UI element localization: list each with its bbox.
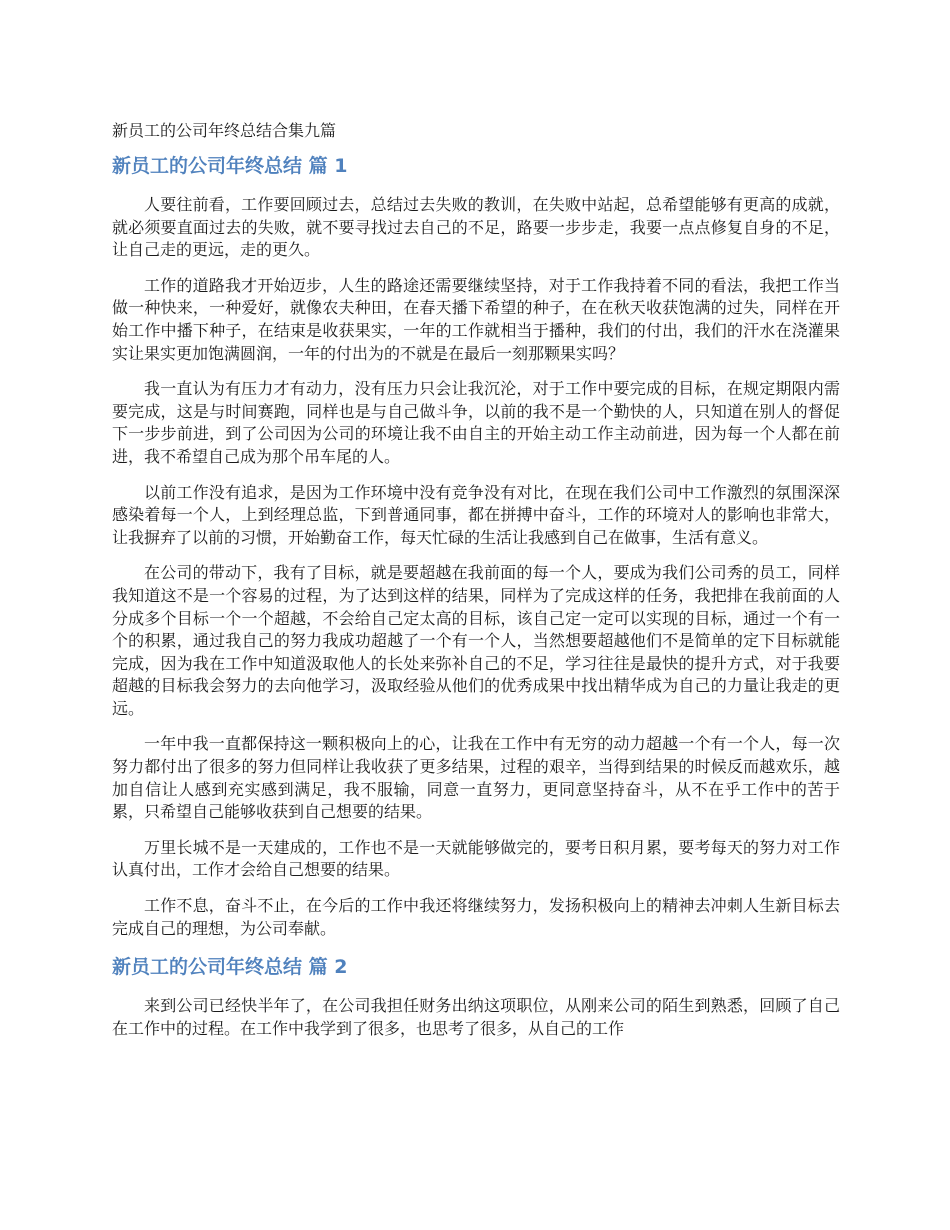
section-heading: 新员工的公司年终总结 篇 2 <box>112 956 348 979</box>
section-2 <box>112 953 840 1040</box>
section-1 <box>112 152 840 940</box>
paragraph: 一年中我一直都保持这一颗积极向上的心，让我在工作中有无穷的动力超越一个有一个人，每一次努力都付出了很多的努力但同样让我收获了更多结果，过程的艰辛，当得到结果的时候反而越欢乐，越加自信让人感到充实感到满足，我不服输，同意一直努力，更同意坚持奋斗，从不在乎工作中的苦于累，只希望自己能够收获到自己想要的结果。 <box>112 734 840 822</box>
paragraph: 以前工作没有追求，是因为工作环境中没有竞争没有对比，在现在我们公司中工作激烈的氛围深深感染着每一个人，上到经理总监，下到普通同事，都在拼搏中奋斗，工作的环境对人的影响也非常大，让我摒弃了以前的习惯，开始勤奋工作，每天忙碌的生活让我感到自己在做事，生活有意义。 <box>112 482 840 547</box>
paragraph: 来到公司已经快半年了，在公司我担任财务出纳这项职位，从刚来公司的陌生到熟悉，回顾了自己在工作中的过程。在工作中我学到了很多，也思考了很多，从自己的工作 <box>112 996 840 1038</box>
paragraph: 工作的道路我才开始迈步，人生的路途还需要继续坚持，对于工作我持着不同的看法，我把工作当做一种快来，一种爱好，就像农夫种田，在春天播下希望的种子，在在秋天收获饱满的过失，同样在开始工作中播下种子，在结束是收获果实，一年的工作就相当于播种，我们的付出，我们的汗水在浇灌果实让果实更加饱满圆润，一年的付出为的不就是在最后一刻那颗果实吗？ <box>112 275 840 363</box>
paragraph: 在公司的带动下，我有了目标，就是要超越在我前面的每一个人，要成为我们公司秀的员工，同样我知道这不是一个容易的过程，为了达到这样的结果，同样为了完成这样的任务，我把排在我前面的人分成多个目标一个一个超越，不会给自己定太高的目标，该自己定一定可以实现的目标，通过一个有一个的积累，通过我自己的努力我成功超越了一个有一个人，当然想要超越他们不是简单的定下目标就能完成，因为我在工作中知道汲取他人的长处来弥补自己的不足，学习往往是最快的提升方式，对于我要超越的目标我会努力的去向他学习，汲取经验从他们的优秀成果中找出精华成为自己的力量让我走的更远。 <box>112 563 840 718</box>
paragraph: 万里长城不是一天建成的，工作也不是一天就能够做完的，要考日积月累，要考每天的努力对工作认真付出，工作才会给自己想要的结果。 <box>112 837 840 880</box>
paragraph: 工作不息，奋斗不止，在今后的工作中我还将继续努力，发扬积极向上的精神去冲刺人生新目标去完成自己的理想，为公司奉献。 <box>112 896 840 938</box>
paragraph: 人要往前看，工作要回顾过去，总结过去失败的教训，在失败中站起，总希望能够有更高的成就，就必须要直面过去的失败，就不要寻找过去自己的不足，路要一步步走，我要一点点修复自身的不足，让自己走的更远，走的更久。 <box>112 195 840 260</box>
paragraph: 我一直认为有压力才有动力，没有压力只会让我沉沦，对于工作中要完成的目标，在规定期限内需要完成，这是与时间赛跑，同样也是与自己做斗争，以前的我不是一个勤快的人，只知道在别人的督促下一步步前进，到了公司因为公司的环境让我不由自主的开始主动工作主动前进，因为每一个人都在前进，我不希望自己成为那个吊车尾的人。 <box>112 379 840 466</box>
section-heading: 新员工的公司年终总结 篇 1 <box>112 155 348 177</box>
document-title: 新员工的公司年终总结合集九篇 <box>112 121 337 140</box>
document-page <box>112 118 840 1053</box>
